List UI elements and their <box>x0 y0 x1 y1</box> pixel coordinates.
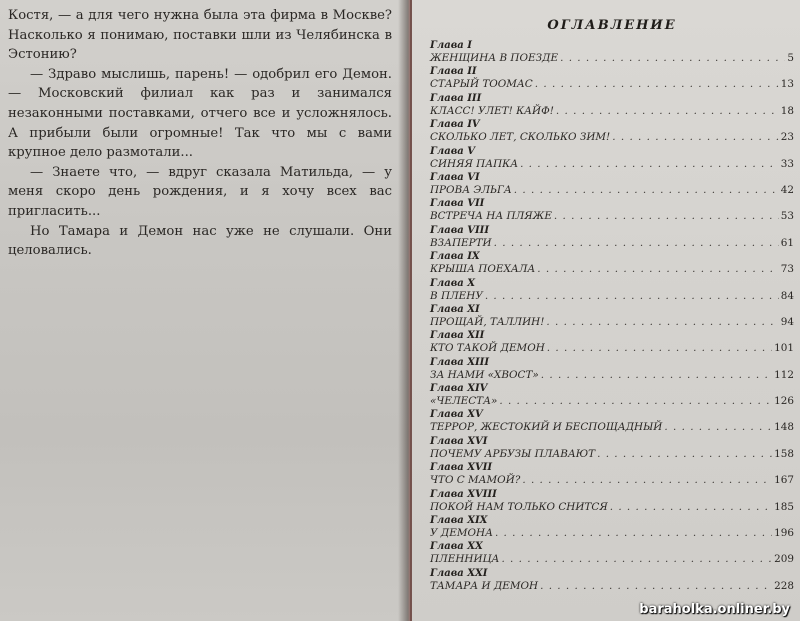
toc-row <box>430 52 794 65</box>
toc-entry <box>430 278 794 304</box>
paragraph-4: Но Тамара и Демон нас уже не слушали. Они целовались. <box>8 223 392 259</box>
toc-row <box>430 553 794 566</box>
dot-leader <box>537 263 779 276</box>
chapter-title: СИНЯЯ ПАПКА <box>430 157 519 170</box>
chapter-label: Глава X <box>430 277 475 289</box>
chapter-label: Глава XV <box>430 409 483 421</box>
chapter-label: Глава XX <box>430 541 483 553</box>
toc-entry <box>430 66 794 92</box>
dot-leader <box>535 78 779 91</box>
chapter-label: Глава V <box>430 145 475 157</box>
page-number: 209 <box>774 553 794 566</box>
watermark: baraholka.onliner.by <box>639 602 790 617</box>
story-text <box>8 6 392 261</box>
dot-leader <box>540 580 772 593</box>
page-number: 53 <box>780 210 794 223</box>
dot-leader <box>612 131 779 144</box>
toc-entry <box>430 198 794 224</box>
toc-entry <box>430 462 794 488</box>
chapter-label: Глава I <box>430 40 472 51</box>
toc-entry <box>430 119 794 145</box>
page-number: 101 <box>774 342 794 355</box>
chapter-title: В ПЛЕНУ <box>430 289 483 302</box>
chapter-title: КРЫША ПОЕХАЛА <box>430 263 536 276</box>
dot-leader <box>499 395 772 408</box>
toc-row <box>430 448 794 461</box>
chapter-title: ЗА НАМИ «ХВОСТ» <box>430 368 539 381</box>
page-number: 18 <box>780 104 794 117</box>
toc-entry <box>430 383 794 409</box>
page-number: 148 <box>774 421 794 434</box>
chapter-label: Глава XIV <box>430 383 488 395</box>
chapter-title: ПОКОЙ НАМ ТОЛЬКО СНИТСЯ <box>430 500 608 513</box>
dot-leader <box>610 501 772 514</box>
chapter-title: ПЛЕННИЦА <box>430 553 500 566</box>
toc-row <box>430 263 794 276</box>
toc-entry <box>430 436 794 462</box>
toc-row <box>430 290 794 303</box>
toc-row <box>430 369 794 382</box>
dot-leader <box>541 369 772 382</box>
dot-leader <box>522 474 772 487</box>
page-number: 196 <box>774 527 794 540</box>
chapter-label: Глава XVII <box>430 462 493 474</box>
chapter-label: Глава VI <box>430 171 480 183</box>
page-number: 158 <box>774 447 794 460</box>
page-number: 42 <box>780 183 794 196</box>
toc-row <box>430 580 794 593</box>
dot-leader <box>547 342 772 355</box>
toc-row <box>430 158 794 171</box>
chapter-label: Глава VII <box>430 198 485 210</box>
chapter-label: Глава III <box>430 92 482 104</box>
page-number: 84 <box>780 289 794 302</box>
chapter-label: Глава XIX <box>430 515 488 527</box>
chapter-title: ВЗАПЕРТИ <box>430 236 492 249</box>
dot-leader <box>597 448 772 461</box>
chapter-title: У ДЕМОНА <box>430 527 493 540</box>
toc-entry <box>430 40 794 66</box>
toc-entry <box>430 330 794 356</box>
toc-entry <box>430 515 794 541</box>
page-number: 23 <box>780 131 794 144</box>
toc-entry <box>430 251 794 277</box>
chapter-label: Глава II <box>430 66 477 78</box>
toc-entry <box>430 409 794 435</box>
toc-entry <box>430 225 794 251</box>
toc-row <box>430 237 794 250</box>
page-number: 13 <box>780 78 794 91</box>
chapter-label: Глава XIII <box>430 356 490 368</box>
chapter-label: Глава IV <box>430 119 480 131</box>
chapter-title: СКОЛЬКО ЛЕТ, СКОЛЬКО ЗИМ! <box>430 131 611 144</box>
dot-leader <box>495 527 772 540</box>
page-number: 112 <box>774 368 794 381</box>
dot-leader <box>485 290 779 303</box>
chapter-label: Глава XI <box>430 303 480 315</box>
chapter-label: Глава VIII <box>430 224 490 236</box>
dot-leader <box>556 105 779 118</box>
toc-row <box>430 316 794 329</box>
toc-entry <box>430 93 794 119</box>
chapter-title: ПРОВА ЭЛЬГА <box>430 183 512 196</box>
toc-row <box>430 105 794 118</box>
chapter-title: КТО ТАКОЙ ДЕМОН <box>430 342 545 355</box>
chapter-label: Глава XVI <box>430 435 488 447</box>
dot-leader <box>520 158 779 171</box>
toc-entry <box>430 357 794 383</box>
toc-row <box>430 184 794 197</box>
page-number: 61 <box>780 236 794 249</box>
toc-row <box>430 131 794 144</box>
chapter-title: КЛАСС! УЛЕТ! КАЙФ! <box>430 104 554 117</box>
dot-leader <box>560 52 785 65</box>
page-number: 73 <box>780 263 794 276</box>
chapter-label: Глава XVIII <box>430 488 497 500</box>
right-page <box>412 0 800 621</box>
toc-entry <box>430 541 794 567</box>
paragraph-3: — Знаете что, — вдруг сказала Матильда, — у меня скоро день рождения, и я хочу всех вас пригласить... <box>8 164 392 219</box>
chapter-title: СТАРЫЙ ТООМАС <box>430 78 533 91</box>
toc-entry <box>430 489 794 515</box>
chapter-title: ТЕРРОР, ЖЕСТОКИЙ И БЕСПОЩАДНЫЙ <box>430 421 663 434</box>
page-number: 126 <box>774 395 794 408</box>
chapter-title: ПОЧЕМУ АРБУЗЫ ПЛАВАЮТ <box>430 447 596 460</box>
dot-leader <box>664 421 772 434</box>
chapter-label: Глава XXI <box>430 567 488 579</box>
page-number: 185 <box>774 500 794 513</box>
dot-leader <box>501 553 772 566</box>
toc-list <box>430 40 794 594</box>
chapter-label: Глава IX <box>430 251 480 263</box>
toc-entry <box>430 146 794 172</box>
toc-title: ОГЛАВЛЕНИЕ <box>547 18 677 33</box>
page-number: 33 <box>780 157 794 170</box>
toc-row <box>430 342 794 355</box>
chapter-label: Глава XII <box>430 330 485 342</box>
toc-row <box>430 501 794 514</box>
chapter-title: ПРОЩАЙ, ТАЛЛИН! <box>430 315 545 328</box>
paragraph-2: — Здраво мыслишь, парень! — одобрил его Демон. — Московский филиал как раз и занимался незаконными поставками, отчего все и усложнялось. А прибыли были огромные! Так что мы с вами крупное дело размотали... <box>8 66 392 161</box>
dot-leader <box>514 184 779 197</box>
dot-leader <box>546 316 778 329</box>
chapter-title: «ЧЕЛЕСТА» <box>430 395 498 408</box>
dot-leader <box>494 237 779 250</box>
toc-row <box>430 474 794 487</box>
toc-row <box>430 395 794 408</box>
toc-entry <box>430 172 794 198</box>
dot-leader <box>554 210 779 223</box>
page-number: 5 <box>787 52 794 64</box>
chapter-title: ЖЕНЩИНА В ПОЕЗДЕ <box>430 52 559 64</box>
toc-row <box>430 527 794 540</box>
page-number: 228 <box>774 579 794 592</box>
toc-entry <box>430 568 794 594</box>
page-number: 167 <box>774 474 794 487</box>
page-number: 94 <box>780 315 794 328</box>
chapter-title: ТАМАРА И ДЕМОН <box>430 579 539 592</box>
toc-row <box>430 78 794 91</box>
toc-row <box>430 210 794 223</box>
chapter-title: ЧТО С МАМОЙ? <box>430 474 521 487</box>
toc-entry <box>430 304 794 330</box>
toc-row <box>430 421 794 434</box>
paragraph-1: Костя, — а для чего нужна была эта фирма в Москве? Насколько я понимаю, поставки шли из Челябинска в Эстонию? <box>8 8 392 63</box>
chapter-title: ВСТРЕЧА НА ПЛЯЖЕ <box>430 210 552 223</box>
